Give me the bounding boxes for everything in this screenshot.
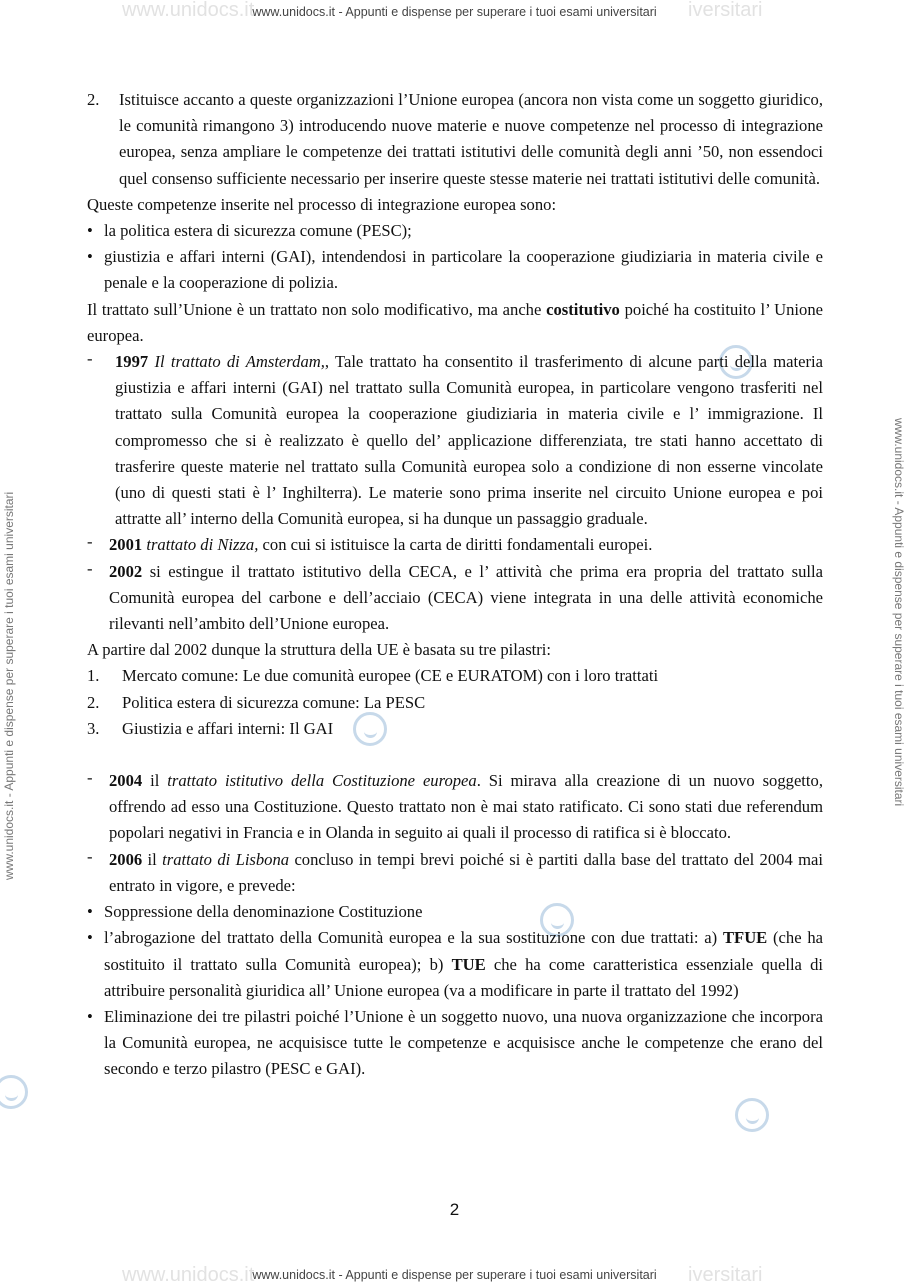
- pilastro-item-3: [87, 716, 823, 742]
- bullet-icon: •: [87, 221, 93, 241]
- unidocs-logo-icon: [0, 1075, 28, 1109]
- dash-icon: -: [87, 846, 93, 866]
- year: 2004: [109, 771, 143, 791]
- text-run: Il trattato sull’Unione è un trattato non solo modificativo, ma anche: [87, 299, 547, 319]
- item-number: 2.: [87, 90, 100, 109]
- item-text: , Tale trattato ha consentito il trasferimento di alcune parti della materia giustizia e affari interni (GAI) nel trattato sulla Comunità europea, in particolare vengono trasferiti nel trattato sulla Comunità europea la cooperazione giudiziaria in materia civile e l’ immigrazione. Il compromesso che si è realizzato è quello del’ applicazione differenziata, tre stati hanno accettato di trasferire queste materie nel trattato sulla Comunità europea solo a condizione di non esserne vincolate (uno di questi stati è l’ Inghilterra). Le materie sono prima inserite nel circuito Unione europea e poi attratte all’ interno della Comunità europea, si ha dunque un passaggio graduale.: [115, 352, 823, 529]
- item-number: 3.: [87, 718, 100, 738]
- item-number: 2.: [87, 692, 100, 712]
- bullet-icon: •: [87, 902, 93, 922]
- bold-term: TUE: [451, 954, 486, 974]
- bullet-item-soppressione: [87, 899, 823, 925]
- item-text: Giustizia e affari interni: Il GAI: [122, 718, 334, 738]
- dash-item-amsterdam: [87, 349, 823, 532]
- ghost-watermark-bottom-right: iversitari: [688, 1264, 763, 1286]
- pilastro-item-1: [87, 663, 823, 689]
- item-number: 1.: [87, 666, 100, 686]
- treaty-title: Il trattato di Amsterdam,: [154, 352, 325, 372]
- bold-term: costitutivo: [546, 299, 620, 319]
- dash-icon: -: [87, 558, 93, 578]
- bullet-icon: •: [87, 247, 93, 267]
- bullet-text: Soppressione della denominazione Costituzione: [104, 902, 423, 922]
- dash-item-costituzione: [87, 768, 823, 847]
- ghost-watermark-bottom-left: www.unidocs.it: [122, 1264, 255, 1286]
- dash-icon: -: [87, 349, 93, 369]
- page-number: 2: [449, 1200, 460, 1219]
- right-watermark: www.unidocs.it - Appunti e dispense per superare i tuoi esami universitari: [892, 418, 906, 807]
- item-text: . Si mirava alla creazione di un nuovo soggetto, offrendo ad esso una Costituzione. Questo trattato non è mai stato ratificato. Ci sono stati due referendum popolari negativi in Francia e in Olanda in seguito ai quali il processo di ratifica si è bloccato.: [109, 771, 823, 843]
- item-text: Istituisce accanto a queste organizzazioni l’Unione europea (ancora non vista come un soggetto giuridico, le comunità rimangono 3) introducendo nuove materie e nuove competenze nel processo di integrazione europea, senza ampliare le competenze dei trattati istitutivi delle comunità degli anni ’50, non essendoci quel consenso sufficiente necessario per inserire queste stesse materie nei trattati istitutivi delle comunità.: [119, 90, 823, 188]
- dash-item-ceca: [87, 559, 823, 638]
- competenze-intro: Queste competenze inserite nel processo di integrazione europea sono:: [87, 194, 557, 214]
- text-run: poiché ha costituito l’ Unione europea.: [87, 299, 824, 345]
- bullet-item-abrogazione: [87, 925, 823, 1004]
- bullet-icon: •: [87, 1006, 93, 1026]
- text-run: il: [142, 771, 168, 791]
- pilastro-item-2: [87, 690, 823, 716]
- header-watermark: www.unidocs.it - Appunti e dispense per superare i tuoi esami universitari: [252, 5, 657, 19]
- dash-icon: -: [87, 768, 93, 788]
- spacer: [87, 742, 823, 768]
- treaty-title: trattato di Lisbona: [162, 849, 290, 869]
- text-run: che ha come caratteristica essenziale quella di attribuire personalità giuridica all’ Unione europea (va a modificare in parte il trattato del 1992): [104, 954, 823, 1000]
- bullet-item-pesc: [87, 218, 823, 244]
- footer-watermark: www.unidocs.it - Appunti e dispense per superare i tuoi esami universitari: [252, 1268, 657, 1282]
- left-watermark: www.unidocs.it - Appunti e dispense per superare i tuoi esami universitari: [2, 491, 16, 880]
- bullet-text: la politica estera di sicurezza comune (PESC);: [104, 221, 412, 241]
- ghost-watermark-top-left: www.unidocs.it: [122, 0, 255, 21]
- year: 2006: [109, 849, 143, 869]
- bold-term: TFUE: [722, 928, 768, 948]
- bullet-text: Eliminazione dei tre pilastri poiché l’Unione è un soggetto nuovo, una nuova organizzazione che incorpora la Comunità europea, ne acquisisce tutte le competenze e acquisisce anche le competenze che erano del secondo e terzo pilastro (PESC e GAI).: [104, 1006, 823, 1079]
- item-text: si estingue il trattato istitutivo della CECA, e l’ attività che prima era propria del trattato sulla Comunità europea del carbone e dell’acciaio (CECA) viene integrata in una delle attività economiche rilevanti nell’ambito dell’Unione europea.: [109, 561, 823, 634]
- item-text: con cui si istituisce la carta de diritti fondamentali europei.: [258, 535, 653, 555]
- bullet-item-gai: [87, 244, 823, 296]
- year: 2002: [109, 561, 143, 581]
- text-run: (che ha sostituito il trattato sulla Comunità europea); b): [104, 928, 824, 974]
- numbered-item-2: [87, 87, 823, 192]
- treaty-title: trattato di Nizza,: [146, 535, 259, 555]
- bullet-text: giustizia e affari interni (GAI), intendendosi in particolare la cooperazione giudiziaria in materia civile e penale e la cooperazione di polizia.: [104, 247, 823, 293]
- unidocs-logo-icon: [735, 1098, 769, 1132]
- document-body: [87, 87, 823, 1083]
- ghost-watermark-top-right: iversitari: [688, 0, 763, 21]
- item-text: concluso in tempi brevi poiché si è partiti dalla base del trattato del 2004 mai entrato in vigore, e prevede:: [109, 849, 823, 895]
- dash-icon: -: [87, 532, 93, 552]
- item-text: Mercato comune: Le due comunità europee (CE e EURATOM) con i loro trattati: [122, 666, 659, 686]
- bullet-icon: •: [87, 928, 93, 948]
- text-run: il: [142, 849, 163, 869]
- treaty-title: trattato istitutivo della Costituzione europea: [167, 771, 477, 791]
- year: 1997: [115, 352, 149, 372]
- dash-item-nizza: [87, 532, 823, 558]
- costitutivo-paragraph: [87, 297, 823, 349]
- pilastri-intro: A partire dal 2002 dunque la struttura della UE è basata su tre pilastri:: [87, 640, 552, 660]
- bullet-item-eliminazione: [87, 1004, 823, 1083]
- item-text: Politica estera di sicurezza comune: La PESC: [122, 692, 426, 712]
- text-run: l’abrogazione del trattato della Comunità europea e la sua sostituzione con due trattati: a): [104, 928, 723, 948]
- year: 2001: [109, 535, 143, 555]
- dash-item-lisbona: [87, 847, 823, 899]
